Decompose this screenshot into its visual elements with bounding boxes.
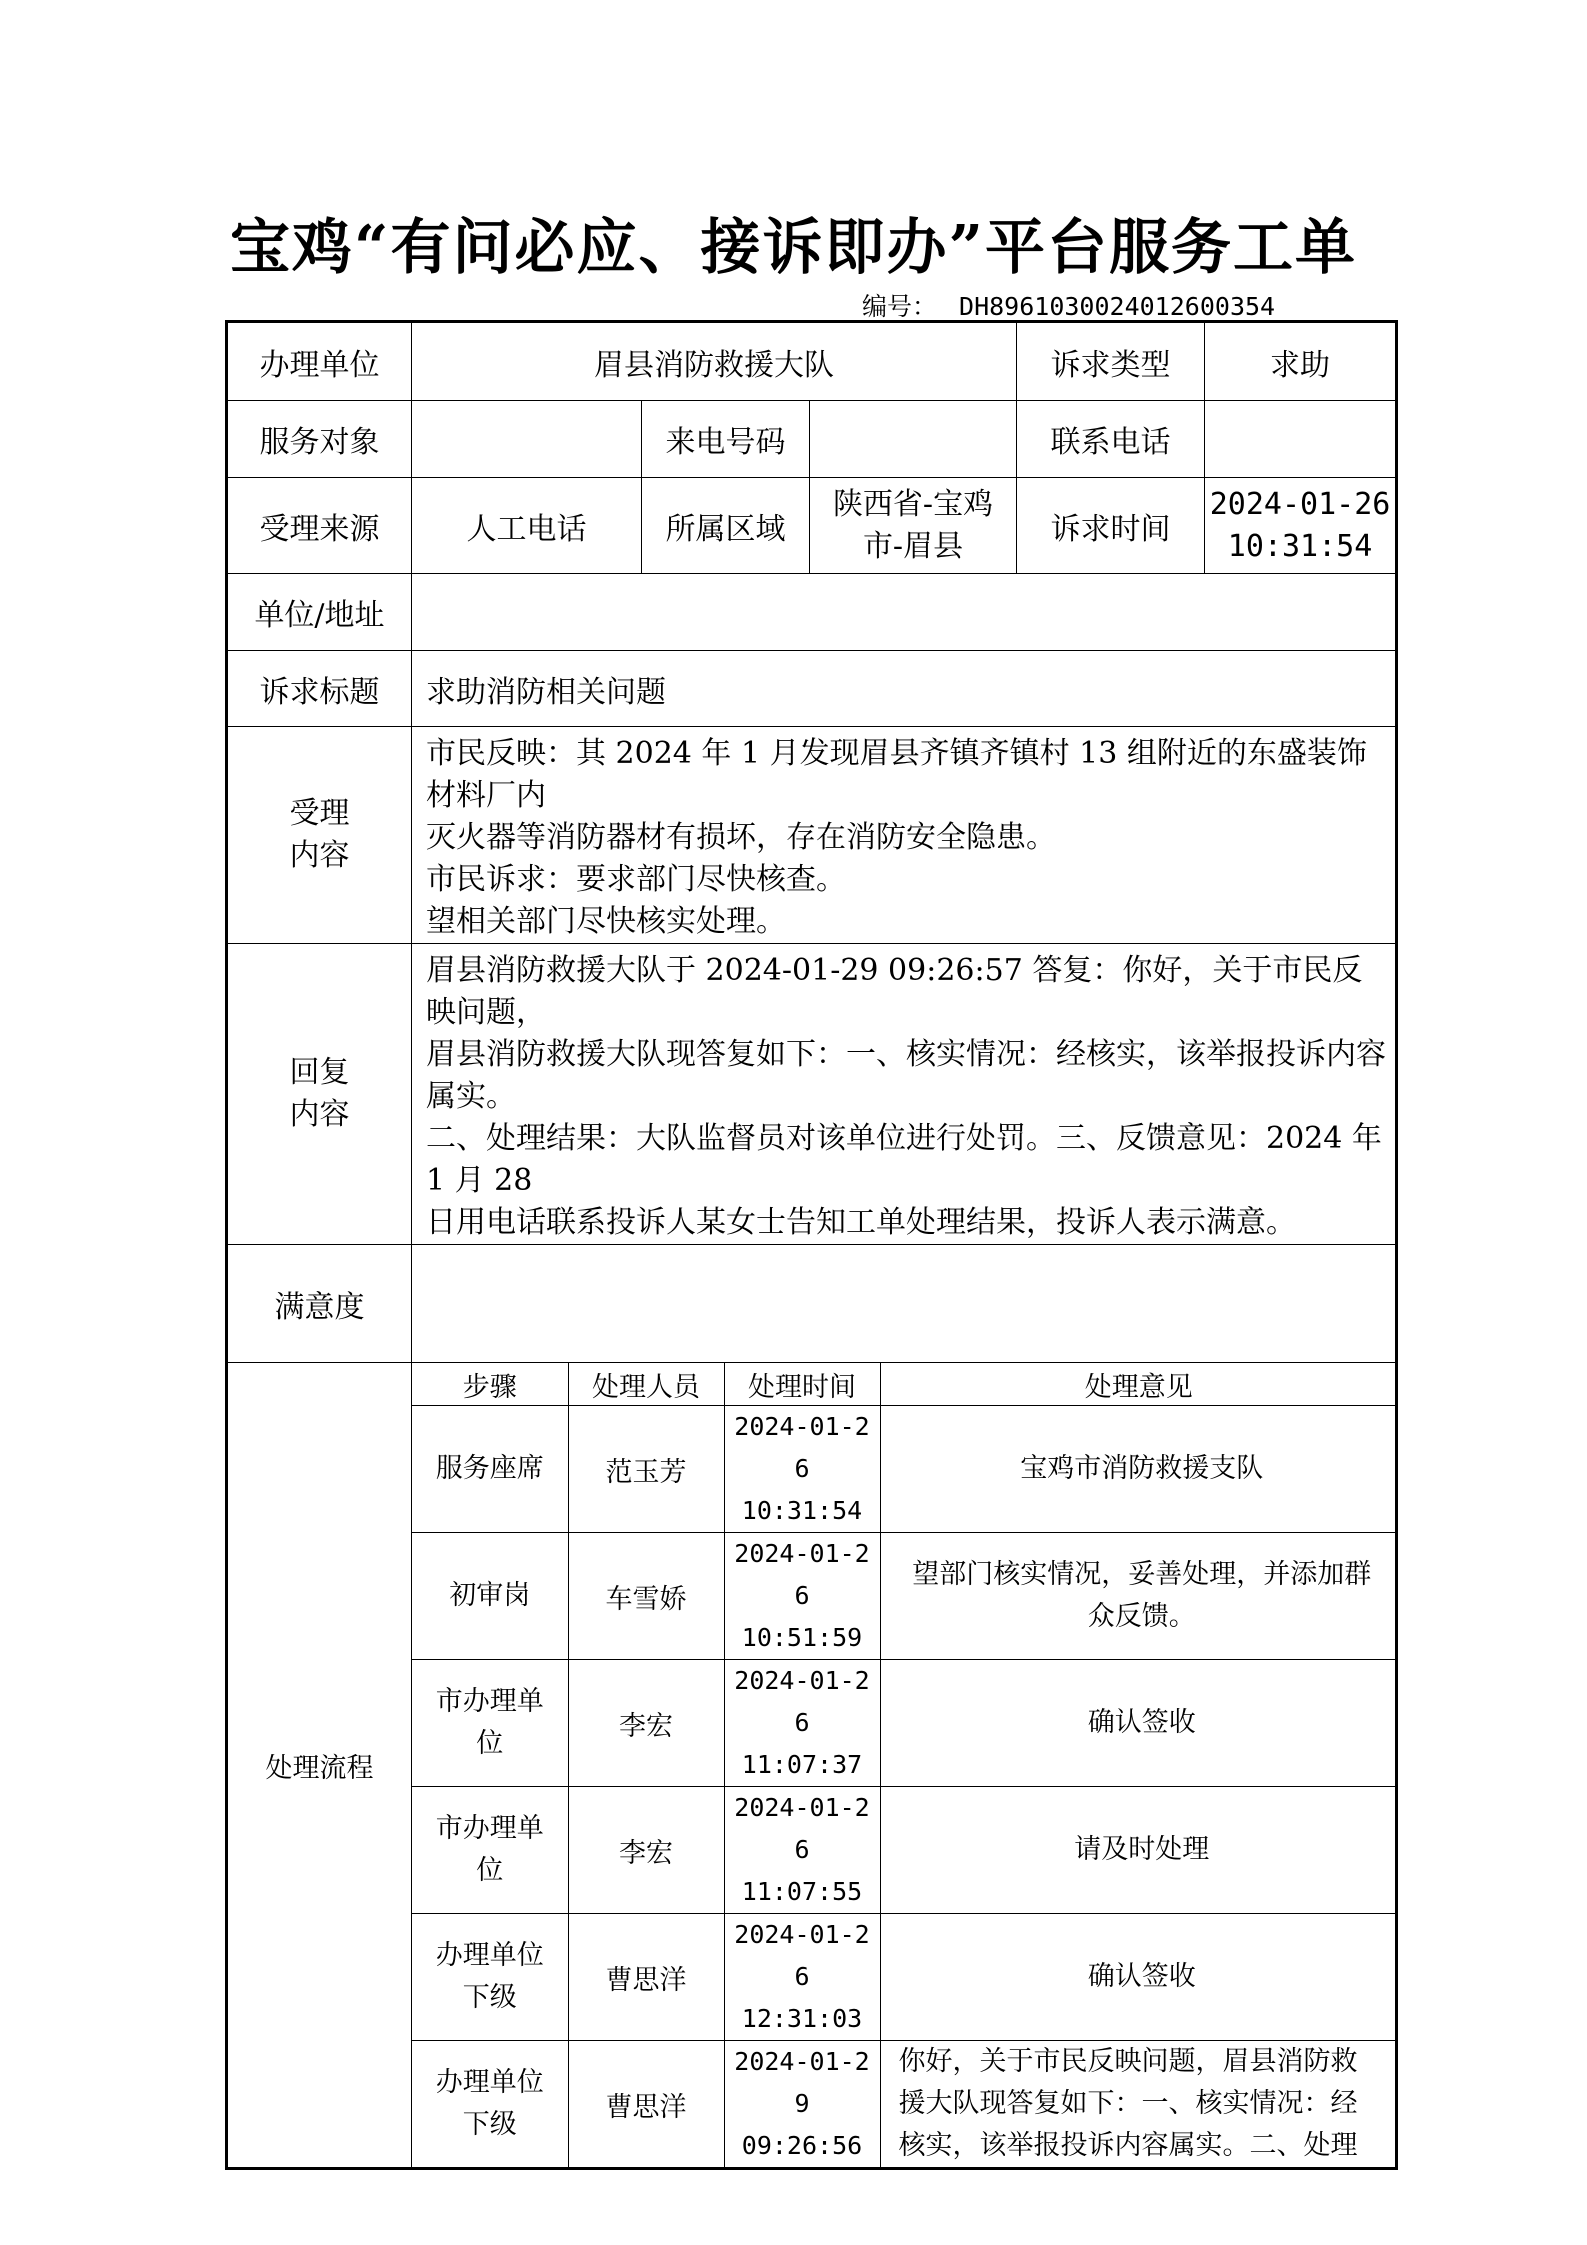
region-label: 所属区域 xyxy=(642,478,810,574)
subject-value: 求助消防相关问题 xyxy=(412,651,1397,727)
request-time-label: 诉求时间 xyxy=(1017,478,1205,574)
row-service-target xyxy=(227,401,1397,478)
process-opinion: 望部门核实情况，妥善处理，并添加群 众反馈。 xyxy=(880,1533,1397,1660)
reply-line: 眉县消防救援大队现答复如下：一、核实情况：经核实，该举报投诉内容属实。 xyxy=(426,1037,1386,1114)
document-number xyxy=(862,287,1275,323)
process-header-person: 处理人员 xyxy=(568,1363,724,1406)
content-line: 市民反映：其 2024 年 1 月发现眉县齐镇齐镇村 13 组附近的东盛装饰材料厂内 xyxy=(426,736,1367,813)
process-row xyxy=(412,1533,1397,1660)
process-header-opinion: 处理意见 xyxy=(880,1363,1397,1406)
process-step: 市办理单 位 xyxy=(412,1787,568,1914)
process-time: 2024-01-2 6 11:07:37 xyxy=(724,1660,880,1787)
handling-unit-value: 眉县消防救援大队 xyxy=(412,322,1017,401)
request-type-value: 求助 xyxy=(1205,322,1397,401)
process-row xyxy=(412,1406,1397,1533)
process-table xyxy=(412,1363,1397,2167)
request-time-value: 2024-01-26 10:31:54 xyxy=(1205,478,1397,574)
process-row xyxy=(412,1787,1397,1914)
content-line: 望相关部门尽快核实处理。 xyxy=(426,904,786,939)
process-person: 曹思洋 xyxy=(568,2041,724,2168)
process-step: 办理单位 下级 xyxy=(412,2041,568,2168)
page-title: 宝鸡“有问必应、接诉即办”平台服务工单 xyxy=(229,213,1358,283)
source-label: 受理来源 xyxy=(227,478,412,574)
process-label: 处理流程 xyxy=(227,1363,412,2169)
service-target-label: 服务对象 xyxy=(227,401,412,478)
process-cell xyxy=(412,1363,1397,2169)
process-header-step: 步骤 xyxy=(412,1363,568,1406)
document-number-label: 编号： xyxy=(862,292,938,321)
address-value xyxy=(412,574,1397,651)
content-line: 市民诉求：要求部门尽快核查。 xyxy=(426,862,846,897)
process-header-time: 处理时间 xyxy=(724,1363,880,1406)
contact-phone-value xyxy=(1205,401,1397,478)
content-label: 受理 内容 xyxy=(227,727,412,944)
process-person: 李宏 xyxy=(568,1787,724,1914)
handling-unit-label: 办理单位 xyxy=(227,322,412,401)
reply-text xyxy=(412,944,1397,1245)
work-order-table xyxy=(225,320,1398,2170)
process-step: 服务座席 xyxy=(412,1406,568,1533)
satisfaction-label: 满意度 xyxy=(227,1245,412,1363)
reply-label: 回复 内容 xyxy=(227,944,412,1245)
process-time: 2024-01-2 6 12:31:03 xyxy=(724,1914,880,2041)
process-time: 2024-01-2 6 10:31:54 xyxy=(724,1406,880,1533)
reply-line: 日用电话联系投诉人某女士告知工单处理结果，投诉人表示满意。 xyxy=(426,1205,1296,1240)
process-header-row xyxy=(412,1363,1397,1406)
source-value: 人工电话 xyxy=(412,478,642,574)
document-number-value: DH8961030024012600354 xyxy=(959,292,1276,321)
process-step: 办理单位 下级 xyxy=(412,1914,568,2041)
row-reply xyxy=(227,944,1397,1245)
subject-label: 诉求标题 xyxy=(227,651,412,727)
row-content xyxy=(227,727,1397,944)
contact-phone-label: 联系电话 xyxy=(1017,401,1205,478)
process-person: 李宏 xyxy=(568,1660,724,1787)
content-text xyxy=(412,727,1397,944)
process-step: 市办理单 位 xyxy=(412,1660,568,1787)
process-person: 范玉芳 xyxy=(568,1406,724,1533)
row-address xyxy=(227,574,1397,651)
caller-number-label: 来电号码 xyxy=(642,401,810,478)
row-process xyxy=(227,1363,1397,2169)
process-opinion: 宝鸡市消防救援支队 xyxy=(880,1406,1397,1533)
process-opinion: 确认签收 xyxy=(880,1914,1397,2041)
process-person: 曹思洋 xyxy=(568,1914,724,2041)
process-time: 2024-01-2 6 11:07:55 xyxy=(724,1787,880,1914)
process-opinion: 请及时处理 xyxy=(880,1787,1397,1914)
process-step: 初审岗 xyxy=(412,1533,568,1660)
row-satisfaction xyxy=(227,1245,1397,1363)
row-subject xyxy=(227,651,1397,727)
service-target-value xyxy=(412,401,642,478)
address-label: 单位/地址 xyxy=(227,574,412,651)
process-row xyxy=(412,1660,1397,1787)
reply-line: 眉县消防救援大队于 2024-01-29 09:26:57 答复：你好，关于市民反映问题， xyxy=(426,953,1363,1030)
region-value: 陕西省-宝鸡 市-眉县 xyxy=(810,478,1017,574)
row-source xyxy=(227,478,1397,574)
row-handling-unit xyxy=(227,322,1397,401)
process-time: 2024-01-2 9 09:26:56 xyxy=(724,2041,880,2168)
request-type-label: 诉求类型 xyxy=(1017,322,1205,401)
caller-number-value xyxy=(810,401,1017,478)
satisfaction-value xyxy=(412,1245,1397,1363)
process-opinion: 你好，关于市民反映问题，眉县消防救 援大队现答复如下：一、核实情况：经 核实，该举报投诉内容属实。二、处理 xyxy=(880,2041,1397,2168)
process-row xyxy=(412,2041,1397,2168)
process-row xyxy=(412,1914,1397,2041)
process-opinion: 确认签收 xyxy=(880,1660,1397,1787)
process-person: 车雪娇 xyxy=(568,1533,724,1660)
reply-line: 二、处理结果：大队监督员对该单位进行处罚。三、反馈意见：2024 年 1 月 28 xyxy=(426,1121,1382,1198)
content-line: 灭火器等消防器材有损坏，存在消防安全隐患。 xyxy=(426,820,1056,855)
process-time: 2024-01-2 6 10:51:59 xyxy=(724,1533,880,1660)
